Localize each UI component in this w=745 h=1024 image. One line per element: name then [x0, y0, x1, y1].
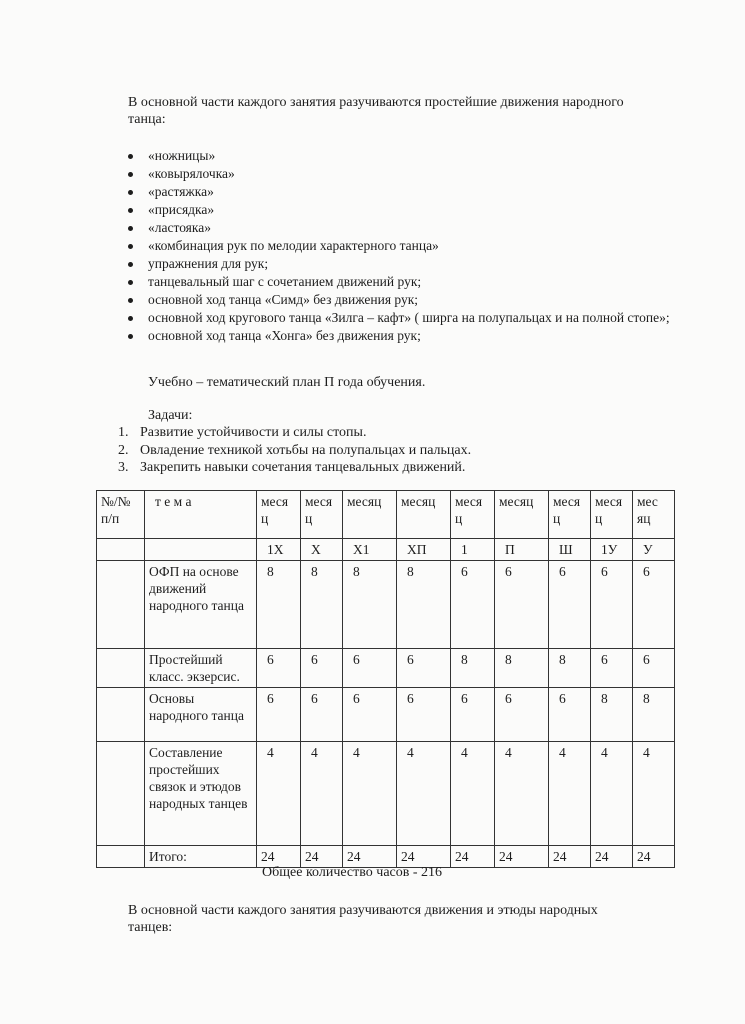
outro-line-2: танцев:: [128, 920, 173, 935]
row-value: 4: [549, 742, 591, 846]
row-value: 6: [591, 649, 633, 688]
month-numeral: Х1: [343, 539, 397, 561]
list-item: основной ход танца «Симд» без движения рук;: [128, 291, 673, 309]
bullet-icon: [128, 208, 133, 213]
month-numeral: Х: [301, 539, 343, 561]
list-item: «ковырялочка»: [128, 165, 673, 183]
row-value: 6: [495, 688, 549, 742]
bullet-icon: [128, 172, 133, 177]
bullet-icon: [128, 226, 133, 231]
row-value: 24: [397, 846, 451, 868]
table-row: [97, 561, 675, 649]
header-month: меся ц: [257, 491, 301, 539]
bullet-icon: [128, 154, 133, 159]
month-numeral: 1: [451, 539, 495, 561]
bullet-icon: [128, 334, 133, 339]
row-value: 24: [633, 846, 675, 868]
row-value: 6: [397, 688, 451, 742]
row-topic: Простейший класс. экзерсис.: [145, 649, 257, 688]
intro-line-2: танца:: [128, 112, 166, 127]
bullet-icon: [128, 316, 133, 321]
total-hours: Общее количество часов - 216: [262, 865, 443, 880]
table-row: [97, 688, 675, 742]
row-topic: ОФП на основе движений народного танца: [145, 561, 257, 649]
tasks-title: Задачи:: [148, 408, 193, 423]
list-item: «присядка»: [128, 201, 673, 219]
row-value: 6: [301, 649, 343, 688]
row-value: 24: [591, 846, 633, 868]
row-value: 6: [257, 649, 301, 688]
list-item: «растяжка»: [128, 183, 673, 201]
row-topic: Составление простейших связок и этюдов народных танцев: [145, 742, 257, 846]
list-item: основной ход танца «Хонга» без движения рук;: [128, 327, 673, 345]
header-topic: т е м а: [145, 491, 257, 539]
header-month: меся ц: [451, 491, 495, 539]
row-value: 24: [495, 846, 549, 868]
table-row-roman: [97, 539, 675, 561]
row-value: 8: [495, 649, 549, 688]
intro-paragraph: [128, 94, 668, 128]
row-value: 4: [397, 742, 451, 846]
header-month: месяц: [397, 491, 451, 539]
row-value: 4: [495, 742, 549, 846]
list-item: «комбинация рук по мелодии характерного танца»: [128, 237, 673, 255]
row-value: 6: [451, 561, 495, 649]
month-numeral: У: [633, 539, 675, 561]
row-value: 6: [451, 688, 495, 742]
outro-line-1: В основной части каждого занятия разучиваются движения и этюды народных: [128, 903, 598, 918]
header-num: №/№ п/п: [97, 491, 145, 539]
list-item: основной ход кругового танца «Зилга – кафт» ( ширга на полупальцах и на полной стопе»;: [128, 309, 673, 327]
row-value: 4: [301, 742, 343, 846]
row-value: 24: [301, 846, 343, 868]
row-value: 8: [591, 688, 633, 742]
header-month: мес яц: [633, 491, 675, 539]
row-value: 24: [257, 846, 301, 868]
header-month: меся ц: [549, 491, 591, 539]
row-value: 8: [397, 561, 451, 649]
row-value: 4: [257, 742, 301, 846]
list-item: танцевальный шаг с сочетанием движений рук;: [128, 273, 673, 291]
row-value: 6: [343, 688, 397, 742]
outro-paragraph: [128, 902, 648, 936]
row-value: 8: [549, 649, 591, 688]
month-numeral: ХП: [397, 539, 451, 561]
row-value: 6: [397, 649, 451, 688]
task-item: 2. Овладение техникой хотьбы на полупальцах и пальцах.: [118, 442, 472, 458]
bullet-icon: [128, 298, 133, 303]
intro-line-1: В основной части каждого занятия разучиваются простейшие движения народного: [128, 95, 624, 110]
month-numeral: Ш: [549, 539, 591, 561]
row-value: 8: [257, 561, 301, 649]
row-topic: Итого:: [145, 846, 257, 868]
month-numeral: П: [495, 539, 549, 561]
header-month: меся ц: [591, 491, 633, 539]
header-month: месяц: [495, 491, 549, 539]
bullet-icon: [128, 244, 133, 249]
month-numeral: 1У: [591, 539, 633, 561]
table-header-row: [97, 491, 675, 539]
row-value: 8: [451, 649, 495, 688]
row-topic: Основы народного танца: [145, 688, 257, 742]
list-item: упражнения для рук;: [128, 255, 673, 273]
row-value: 6: [495, 561, 549, 649]
bullet-icon: [128, 280, 133, 285]
bullet-icon: [128, 262, 133, 267]
row-value: 6: [301, 688, 343, 742]
row-value: 6: [549, 561, 591, 649]
row-value: 6: [257, 688, 301, 742]
row-value: 4: [451, 742, 495, 846]
row-value: 4: [343, 742, 397, 846]
bullet-icon: [128, 190, 133, 195]
tasks-list: [118, 424, 471, 477]
row-value: 24: [451, 846, 495, 868]
curriculum-table: [96, 490, 675, 868]
header-month: месяц: [343, 491, 397, 539]
plan-title: Учебно – тематический план П года обучения.: [148, 375, 426, 390]
row-value: 24: [549, 846, 591, 868]
row-value: 8: [343, 561, 397, 649]
table-row: [97, 742, 675, 846]
row-value: 8: [633, 688, 675, 742]
row-value: 4: [633, 742, 675, 846]
movements-list: [128, 147, 673, 345]
list-item: «ластояка»: [128, 219, 673, 237]
task-item: 3. Закрепить навыки сочетания танцевальных движений.: [118, 460, 466, 475]
month-numeral: 1Х: [257, 539, 301, 561]
row-value: 6: [343, 649, 397, 688]
header-month: меся ц: [301, 491, 343, 539]
task-item: 1. Развитие устойчивости и силы стопы.: [118, 425, 367, 440]
row-value: 6: [633, 649, 675, 688]
table-row: [97, 649, 675, 688]
row-value: 4: [591, 742, 633, 846]
row-value: 24: [343, 846, 397, 868]
list-item: «ножницы»: [128, 147, 673, 165]
row-value: 6: [549, 688, 591, 742]
row-value: 6: [591, 561, 633, 649]
row-value: 8: [301, 561, 343, 649]
row-value: 6: [633, 561, 675, 649]
